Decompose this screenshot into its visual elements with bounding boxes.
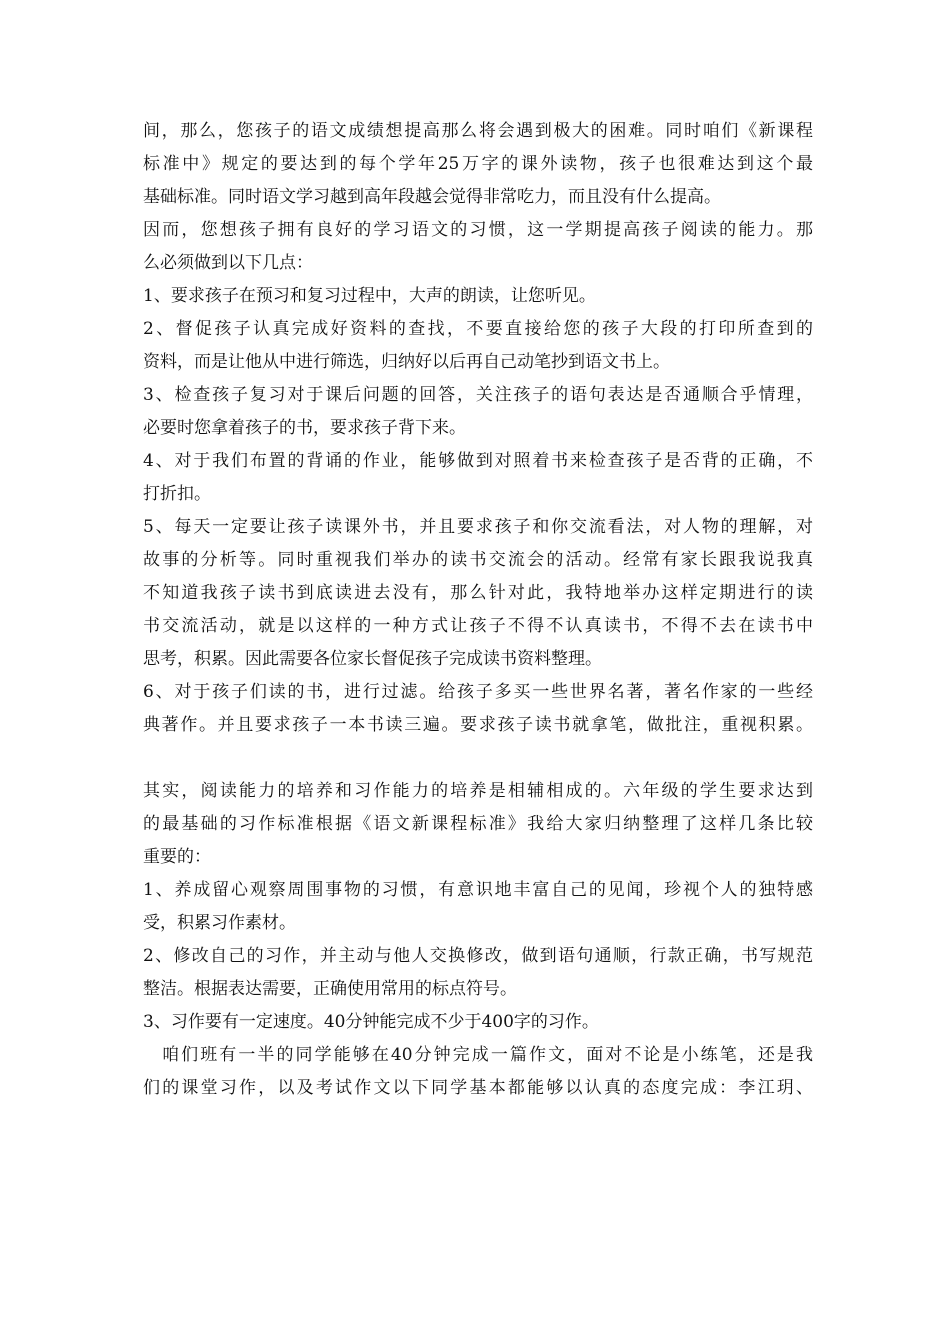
text-line: 间，那么，您孩子的语文成绩想提高那么将会遇到极大的困难。同时咱们《新课程	[143, 121, 813, 141]
writing-item-3: 3、习作要有一定速度。40分钟能完成不少于400字的习作。	[143, 1012, 599, 1032]
text-line: 咱们班有一半的同学能够在40分钟完成一篇作文，面对不论是小练笔，还是我	[143, 1045, 813, 1065]
text-line: 受，积累习作素材。	[143, 913, 296, 933]
text-line: 典著作。并且要求孩子一本书读三遍。要求孩子读书就拿笔，做批注，重视积累。	[143, 715, 813, 735]
list-item-3: 3、检查孩子复习对于课后问题的回答，关注孩子的语句表达是否通顺合乎情理，	[143, 385, 813, 405]
text-line: 基础标准。同时语文学习越到高年段越会觉得非常吃力，而且没有什么提高。	[143, 187, 721, 207]
text-line: 么必须做到以下几点：	[143, 253, 313, 273]
text-line: 的最基础的习作标准根据《语文新课程标准》我给大家归纳整理了这样几条比较	[143, 814, 813, 834]
list-item-1: 1、要求孩子在预习和复习过程中，大声的朗读，让您听见。	[143, 286, 596, 306]
text-line: 整洁。根据表达需要，正确使用常用的标点符号。	[143, 979, 517, 999]
text-line: 不知道我孩子读书到底读进去没有，那么针对此，我特地举办这样定期进行的读	[143, 583, 813, 603]
text-line: 因而，您想孩子拥有良好的学习语文的习惯，这一学期提高孩子阅读的能力。那	[143, 220, 813, 240]
list-item-6: 6、对于孩子们读的书，进行过滤。给孩子多买一些世界名著，著名作家的一些经	[143, 682, 813, 702]
text-line: 故事的分析等。同时重视我们举办的读书交流会的活动。经常有家长跟我说我真	[143, 550, 813, 570]
text-line: 书交流活动，就是以这样的一种方式让孩子不得不认真读书，不得不去在读书中	[143, 616, 813, 636]
text-line: 打折扣。	[143, 484, 211, 504]
document-body	[143, 115, 813, 1105]
text-line: 们的课堂习作，以及考试作文以下同学基本都能够以认真的态度完成：李江玥、	[143, 1078, 813, 1098]
blank-line	[143, 742, 813, 775]
text-line: 思考，积累。因此需要各位家长督促孩子完成读书资料整理。	[143, 649, 602, 669]
text-line: 标准中》规定的要达到的每个学年25万字的课外读物，孩子也很难达到这个最	[143, 154, 813, 174]
list-item-2: 2、督促孩子认真完成好资料的查找，不要直接给您的孩子大段的打印所查到的	[143, 319, 813, 339]
text-line: 其实，阅读能力的培养和习作能力的培养是相辅相成的。六年级的学生要求达到	[143, 781, 813, 801]
text-line: 重要的：	[143, 847, 211, 867]
text-line: 必要时您拿着孩子的书，要求孩子背下来。	[143, 418, 466, 438]
writing-item-2: 2、修改自己的习作，并主动与他人交换修改，做到语句通顺，行款正确，书写规范	[143, 946, 813, 966]
list-item-4: 4、对于我们布置的背诵的作业，能够做到对照着书来检查孩子是否背的正确，不	[143, 451, 813, 471]
writing-item-1: 1、养成留心观察周围事物的习惯，有意识地丰富自己的见闻，珍视个人的独特感	[143, 880, 813, 900]
text-line: 资料，而是让他从中进行筛选，归纳好以后再自己动笔抄到语文书上。	[143, 352, 670, 372]
list-item-5: 5、每天一定要让孩子读课外书，并且要求孩子和你交流看法，对人物的理解，对	[143, 517, 813, 537]
